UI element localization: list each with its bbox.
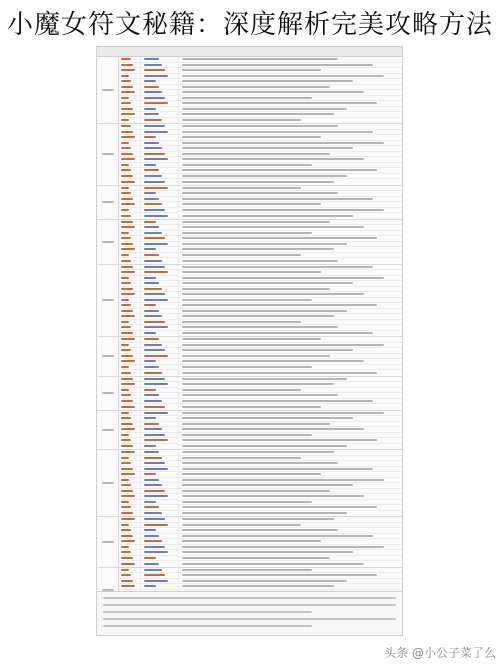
table-section [97,450,402,517]
table-section [97,186,402,220]
table-section [97,124,402,186]
section-label [97,186,119,219]
table-row [119,258,402,264]
table-section [97,337,402,377]
section-label [97,220,119,264]
table-row [119,370,402,376]
table-section [97,411,402,451]
section-label [97,124,119,185]
section-label [97,265,119,337]
table-row [119,561,402,567]
watermark: 头条 @小公子菜了么 [384,646,496,660]
rune-guide-table-image [96,46,403,636]
table-footer-notes [97,591,402,635]
table-row [119,179,402,185]
table-section [97,57,402,124]
table-row [119,331,402,337]
table-section [97,265,402,338]
table-sections [97,57,402,591]
table-section [97,377,402,411]
section-label [97,57,119,123]
table-row [119,404,402,410]
section-label [97,411,119,450]
section-label [97,337,119,376]
table-row [119,118,402,124]
table-row [119,511,402,517]
table-section [97,517,402,568]
table-row [119,444,402,450]
table-row [119,213,402,219]
section-label [97,517,119,567]
section-label [97,450,119,516]
table-section [97,220,402,265]
table-header-bar [97,47,402,57]
page-title: 小魔女符文秘籍：深度解析完美攻略方法 [6,10,493,40]
section-label [97,377,119,410]
